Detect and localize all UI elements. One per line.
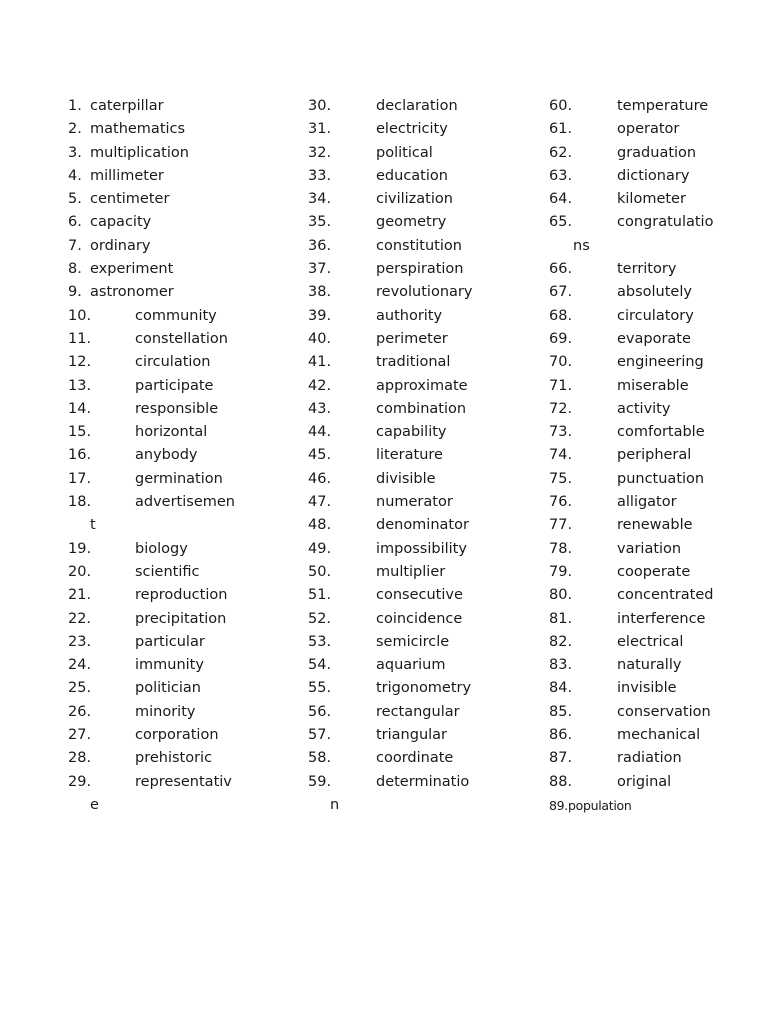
list-item-word: civilization <box>376 191 453 208</box>
list-item <box>68 631 304 654</box>
list-item <box>308 654 544 677</box>
list-item-word: geometry <box>376 214 447 231</box>
list-item-number: 58. <box>308 750 332 767</box>
list-item <box>308 351 544 374</box>
list-item-word: determinatio <box>376 773 470 790</box>
list-item <box>68 771 304 794</box>
list-item-word: community <box>135 307 217 324</box>
list-item-number: 88. <box>549 773 573 790</box>
list-item <box>308 491 544 514</box>
list-item-word: capacity <box>90 214 152 231</box>
list-item-number: 1. <box>68 98 82 114</box>
list-item-word-wrap: ns <box>573 237 590 254</box>
list-item-number: 64. <box>549 191 573 208</box>
list-item <box>68 724 304 747</box>
list-item-number: 30. <box>308 98 332 114</box>
list-item <box>68 281 304 304</box>
list-item <box>68 211 304 234</box>
list-item <box>308 398 544 421</box>
list-item-number: 5. <box>68 191 82 208</box>
list-item <box>308 305 544 328</box>
list-item <box>549 561 749 584</box>
list-item-word: evaporate <box>617 330 691 347</box>
list-item-number: 72. <box>549 400 573 417</box>
list-item-number: 81. <box>549 610 573 627</box>
list-item <box>308 165 544 188</box>
list-item-word: denominator <box>376 517 469 534</box>
list-item-number: 17. <box>68 470 92 487</box>
list-item-number: 53. <box>308 633 332 650</box>
list-item-number: 87. <box>549 750 573 767</box>
list-item <box>308 142 544 165</box>
list-item-number: 33. <box>308 167 332 184</box>
list-item-word: immunity <box>135 657 204 674</box>
list-item-word: prehistoric <box>135 750 213 767</box>
list-item-number: 66. <box>549 261 573 278</box>
list-item-word: original <box>617 773 672 790</box>
list-item-number: 40. <box>308 330 332 347</box>
list-item-word: consecutive <box>376 587 463 604</box>
list-item-word: divisible <box>376 470 436 487</box>
list-item-number: 46. <box>308 470 332 487</box>
list-item-number: 48. <box>308 517 332 534</box>
list-item-word: participate <box>135 377 214 394</box>
list-item <box>68 654 304 677</box>
list-item <box>549 771 749 794</box>
list-item-word: radiation <box>617 750 682 767</box>
list-item-word: scientific <box>135 563 200 580</box>
list-item-word: combination <box>376 400 467 417</box>
list-item <box>68 444 304 467</box>
list-item <box>549 281 749 304</box>
list-item-number: 24. <box>68 657 92 674</box>
word-column-1 <box>68 95 304 817</box>
list-item-word: corporation <box>135 727 219 744</box>
list-item-word: political <box>376 144 433 161</box>
list-item-word: concentrated <box>617 587 714 604</box>
word-column-3 <box>549 95 749 817</box>
list-item <box>549 211 749 234</box>
list-item-number: 84. <box>549 680 573 697</box>
list-item-number: 34. <box>308 191 332 208</box>
list-item-word-wrap: e <box>90 796 99 813</box>
list-item <box>549 328 749 351</box>
list-item-number: 44. <box>308 424 332 441</box>
list-item-word: horizontal <box>135 424 208 441</box>
list-item <box>549 444 749 467</box>
list-item-word: engineering <box>617 354 704 371</box>
list-item-word: territory <box>617 261 677 278</box>
list-item-number: 36. <box>308 237 332 254</box>
list-item-number: 74. <box>549 447 573 464</box>
list-item-number: 14. <box>68 400 92 417</box>
list-item-number: 65. <box>549 214 573 231</box>
list-item-word: perimeter <box>376 330 448 347</box>
list-item <box>68 351 304 374</box>
list-item-word: responsible <box>135 400 219 417</box>
list-item <box>549 538 749 561</box>
list-item-word: conservation <box>617 703 711 720</box>
list-item <box>68 305 304 328</box>
list-item-number: 15. <box>68 424 92 441</box>
list-item-number: 76. <box>549 494 573 511</box>
list-item <box>549 701 749 724</box>
list-item-word: mechanical <box>617 727 701 744</box>
list-item-number: 27. <box>68 727 92 744</box>
list-item-number: 18. <box>68 494 92 511</box>
list-item-number: 3. <box>68 144 82 161</box>
list-item-number: 52. <box>308 610 332 627</box>
list-item-word: invisible <box>617 680 677 697</box>
list-item-word: politician <box>135 680 201 697</box>
list-item-number: 20. <box>68 563 92 580</box>
list-item <box>308 538 544 561</box>
list-item <box>549 631 749 654</box>
list-item-word: congratulatio <box>617 214 714 231</box>
list-item-number: 38. <box>308 284 332 301</box>
list-item <box>308 375 544 398</box>
list-item-word: minority <box>135 703 196 720</box>
list-item-word: perspiration <box>376 261 464 278</box>
list-item <box>308 561 544 584</box>
list-item-word: temperature <box>617 98 709 114</box>
list-item <box>68 118 304 141</box>
list-item-number: 25. <box>68 680 92 697</box>
list-item-number: 70. <box>549 354 573 371</box>
list-item <box>549 491 749 514</box>
list-item-number: 31. <box>308 121 332 138</box>
list-item-number: 62. <box>549 144 573 161</box>
list-item <box>68 421 304 444</box>
list-item-number: 16. <box>68 447 92 464</box>
list-item-number: 78. <box>549 540 573 557</box>
list-item-word: reproduction <box>135 587 228 604</box>
list-item-number: 19. <box>68 540 92 557</box>
list-item-word: trigonometry <box>376 680 472 697</box>
list-item <box>308 444 544 467</box>
list-item-number: 7. <box>68 237 82 254</box>
list-item-number: 28. <box>68 750 92 767</box>
list-item-word: traditional <box>376 354 451 371</box>
list-item <box>549 95 749 118</box>
list-item-number: 11. <box>68 330 92 347</box>
list-item-number: 35. <box>308 214 332 231</box>
list-item <box>68 165 304 188</box>
list-item <box>308 724 544 747</box>
list-item <box>308 211 544 234</box>
list-item-number: 68. <box>549 307 573 324</box>
list-item-number: 47. <box>308 494 332 511</box>
list-item-word: circulatory <box>617 307 694 324</box>
list-item <box>549 421 749 444</box>
list-item <box>549 724 749 747</box>
list-item-word: punctuation <box>617 470 705 487</box>
list-item <box>68 608 304 631</box>
list-item <box>68 328 304 351</box>
list-item-number: 9. <box>68 284 82 301</box>
list-item-number: 13. <box>68 377 92 394</box>
list-item-word: centimeter <box>90 191 170 208</box>
list-item-number: 82. <box>549 633 573 650</box>
list-item-number: 23. <box>68 633 92 650</box>
list-item-word: renewable <box>617 517 693 534</box>
list-item <box>308 608 544 631</box>
list-item <box>549 305 749 328</box>
list-item-number: 69. <box>549 330 573 347</box>
list-item-word: electrical <box>617 633 684 650</box>
list-item-word: constellation <box>135 330 228 347</box>
list-item-number: 41. <box>308 354 332 371</box>
list-item-word: kilometer <box>617 191 686 208</box>
list-item <box>549 118 749 141</box>
list-item <box>308 747 544 770</box>
list-item <box>549 142 749 165</box>
list-item-word: anybody <box>135 447 198 464</box>
list-item-final: 89.population <box>549 797 632 813</box>
list-item-word: caterpillar <box>90 98 164 114</box>
list-item-word: rectangular <box>376 703 460 720</box>
list-item-word: advertisemen <box>135 494 235 511</box>
list-item-word-wrap: t <box>90 517 96 534</box>
list-item-word: germination <box>135 470 223 487</box>
list-item <box>308 258 544 281</box>
list-item-number: 75. <box>549 470 573 487</box>
list-item <box>549 351 749 374</box>
list-item-number: 39. <box>308 307 332 324</box>
list-item-number: 60. <box>549 98 573 114</box>
list-item <box>308 584 544 607</box>
list-item <box>308 631 544 654</box>
list-item <box>68 747 304 770</box>
list-item <box>68 235 304 258</box>
list-item-number: 71. <box>549 377 573 394</box>
list-item <box>308 95 544 118</box>
list-item-word: multiplier <box>376 563 446 580</box>
list-item <box>549 747 749 770</box>
list-item <box>549 654 749 677</box>
list-item-word: constitution <box>376 237 462 254</box>
list-item <box>308 771 544 794</box>
list-item-word: revolutionary <box>376 284 473 301</box>
word-column-2 <box>308 95 544 817</box>
list-item <box>549 258 749 281</box>
list-item <box>549 398 749 421</box>
list-item-word: semicircle <box>376 633 450 650</box>
list-item-number: 85. <box>549 703 573 720</box>
list-item-word: astronomer <box>90 284 174 301</box>
list-item-word: alligator <box>617 494 677 511</box>
list-item-word: operator <box>617 121 680 138</box>
list-item <box>68 258 304 281</box>
list-item-number: 2. <box>68 121 82 138</box>
list-item-number: 50. <box>308 563 332 580</box>
list-item-number: 67. <box>549 284 573 301</box>
list-item-word: approximate <box>376 377 468 394</box>
list-item-number: 59. <box>308 773 332 790</box>
list-item <box>308 281 544 304</box>
list-item-word: absolutely <box>617 284 692 301</box>
list-item-word: coincidence <box>376 610 463 627</box>
list-item-number: 63. <box>549 167 573 184</box>
list-item <box>68 468 304 491</box>
list-item-word: dictionary <box>617 167 690 184</box>
list-item-word: education <box>376 167 448 184</box>
list-item-number: 51. <box>308 587 332 604</box>
list-item <box>68 491 304 514</box>
list-item <box>308 235 544 258</box>
list-item-number: 32. <box>308 144 332 161</box>
list-item <box>549 584 749 607</box>
list-item <box>549 608 749 631</box>
list-item-number: 22. <box>68 610 92 627</box>
list-item-word: interference <box>617 610 706 627</box>
list-item-number: 56. <box>308 703 332 720</box>
list-item <box>549 514 749 537</box>
list-item <box>308 188 544 211</box>
list-item <box>308 118 544 141</box>
list-item-word: activity <box>617 400 671 417</box>
list-item <box>308 701 544 724</box>
list-item <box>68 375 304 398</box>
list-item <box>549 677 749 700</box>
list-item-number: 43. <box>308 400 332 417</box>
list-item-word: capability <box>376 424 447 441</box>
list-item <box>68 701 304 724</box>
list-item-number: 37. <box>308 261 332 278</box>
list-item-number: 54. <box>308 657 332 674</box>
list-item-number: 21. <box>68 587 92 604</box>
list-item-word: circulation <box>135 354 211 371</box>
list-item-word: naturally <box>617 657 682 674</box>
list-item-word: precipitation <box>135 610 227 627</box>
list-item-number: 79. <box>549 563 573 580</box>
list-item-word: miserable <box>617 377 689 394</box>
list-item-number: 77. <box>549 517 573 534</box>
list-item-number: 45. <box>308 447 332 464</box>
list-item-word: particular <box>135 633 205 650</box>
list-item <box>68 584 304 607</box>
list-item <box>308 514 544 537</box>
list-item <box>68 677 304 700</box>
list-item-number: 4. <box>68 167 82 184</box>
list-item-number: 80. <box>549 587 573 604</box>
list-item-word: peripheral <box>617 447 692 464</box>
list-item-word: electricity <box>376 121 448 138</box>
list-item-word: experiment <box>90 261 174 278</box>
list-item-word: millimeter <box>90 167 164 184</box>
list-item <box>308 421 544 444</box>
list-item-word: representativ <box>135 773 232 790</box>
list-item <box>549 165 749 188</box>
list-item-number: 49. <box>308 540 332 557</box>
list-item-number: 29. <box>68 773 92 790</box>
list-item <box>308 328 544 351</box>
list-item-word: cooperate <box>617 563 691 580</box>
list-item <box>68 398 304 421</box>
list-item <box>308 468 544 491</box>
list-item-number: 86. <box>549 727 573 744</box>
list-item-word: graduation <box>617 144 697 161</box>
list-item-number: 61. <box>549 121 573 138</box>
list-item-number: 10. <box>68 307 92 324</box>
list-item-word: numerator <box>376 494 453 511</box>
list-item <box>68 95 304 118</box>
list-item-number: 6. <box>68 214 82 231</box>
list-item-word: coordinate <box>376 750 454 767</box>
list-item-word: biology <box>135 540 188 557</box>
list-item <box>68 188 304 211</box>
list-item-number: 12. <box>68 354 92 371</box>
list-item-word: authority <box>376 307 443 324</box>
list-item-word: comfortable <box>617 424 705 441</box>
list-item-word: declaration <box>376 98 458 114</box>
list-item-word: literature <box>376 447 443 464</box>
list-item-word: multiplication <box>90 144 189 161</box>
list-item-word-wrap: n <box>330 796 340 813</box>
list-item <box>549 188 749 211</box>
list-item <box>308 677 544 700</box>
list-item-number: 8. <box>68 261 82 278</box>
list-item <box>549 468 749 491</box>
list-item-word: impossibility <box>376 540 467 557</box>
list-item-number: 83. <box>549 657 573 674</box>
list-item-word: aquarium <box>376 657 446 674</box>
list-item-word: ordinary <box>90 237 151 254</box>
list-item-word: variation <box>617 540 682 557</box>
list-item-number: 26. <box>68 703 92 720</box>
list-item <box>68 538 304 561</box>
list-item-number: 55. <box>308 680 332 697</box>
list-item <box>549 375 749 398</box>
list-item <box>68 142 304 165</box>
list-item-word: triangular <box>376 727 448 744</box>
list-item-word: mathematics <box>90 121 186 138</box>
list-item-number: 73. <box>549 424 573 441</box>
list-item-number: 42. <box>308 377 332 394</box>
list-item <box>68 561 304 584</box>
list-item-number: 57. <box>308 727 332 744</box>
